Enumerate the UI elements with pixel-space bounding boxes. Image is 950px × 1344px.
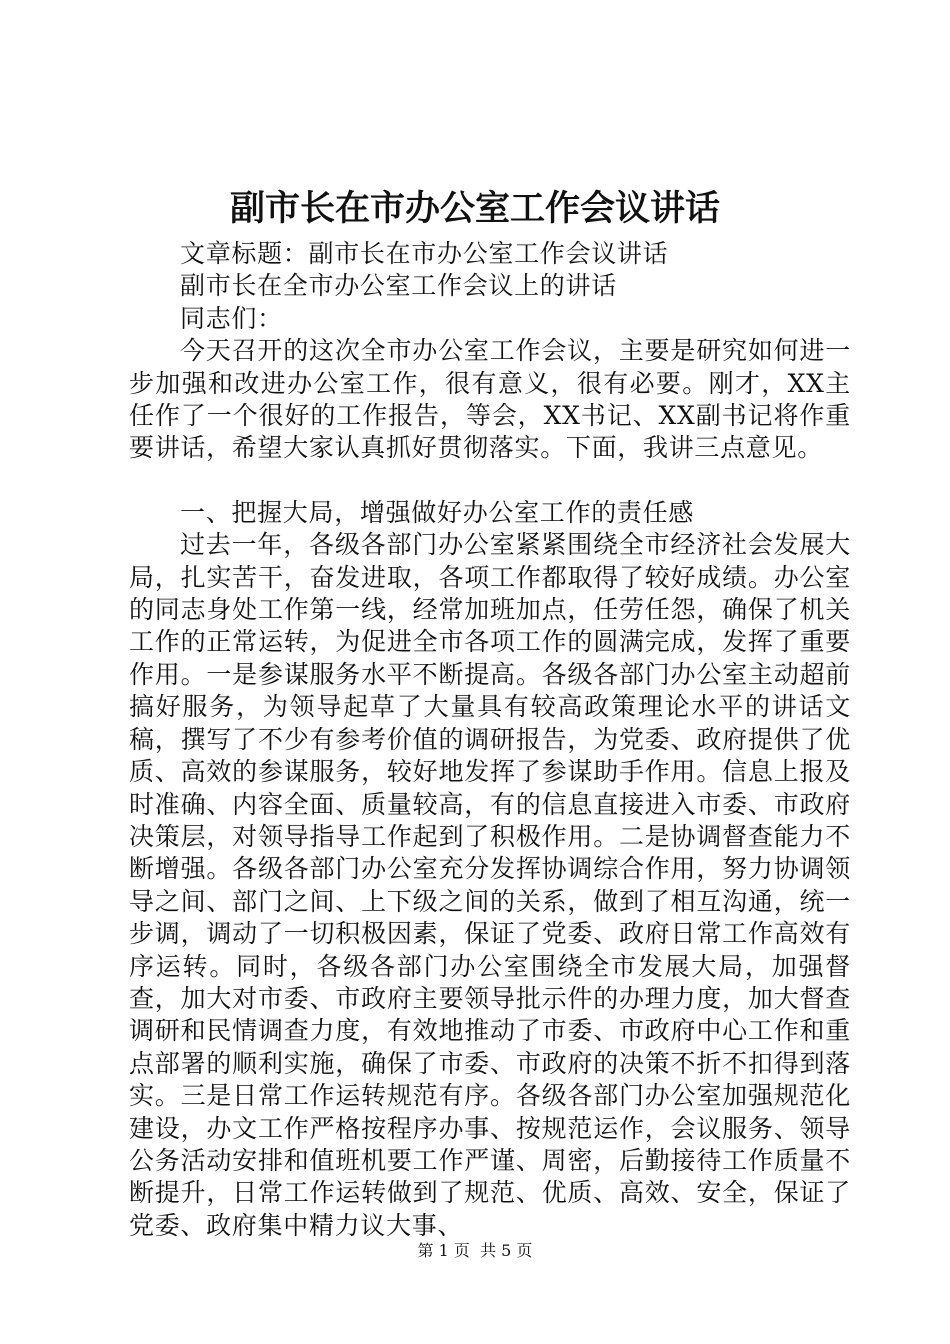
document-body xyxy=(129,238,851,1242)
intro-paragraph: 今天召开的这次全市办公室工作会议，主要是研究如何进一步加强和改进办公室工作，很有意义，很有必要。刚才，XX主任作了一个很好的工作报告，等会，XX书记、XX副书记将作重要讲话，希望大家认真抓好贯彻落实。下面，我讲三点意见。 xyxy=(129,336,851,463)
speech-subtitle: 副市长在全市办公室工作会议上的讲话 xyxy=(180,271,617,301)
section-body-paragraph: 过去一年，各级各部门办公室紧紧围绕全市经济社会发展大局，扎实苦干，奋发进取，各项工作都取得了较好成绩。办公室的同志身处工作第一线，经常加班加点，任劳任怨，确保了机关工作的正常运转，为促进全市各项工作的圆满完成，发挥了重要作用。一是参谋服务水平不断提高。各级各部门办公室主动超前搞好服务，为领导起草了大量具有较高政策理论水平的讲话文稿，撰写了不少有参考价值的调研报告，为党委、政府提供了优质、高效的参谋服务，较好地发挥了参谋助手作用。信息上报及时准确、内容全面、质量较高，有的信息直接进入市委、市政府决策层，对领导指导工作起到了积极作用。二是协调督查能力不断增强。各级各部门办公室充分发挥协调综合作用，努力协调领导之间、部门之间、上下级之间的关系，做到了相互沟通，统一步调，调动了一切积极因素，保证了党委、政府日常工作高效有序运转。同时，各级各部门办公室围绕全市发展大局，加强督查，加大对市委、市政府主要领导批示件的办理力度，加大督查调研和民情调查力度，有效地推动了市委、市政府中心工作和重点部署的顺利实施，确保了市委、市政府的决策不折不扣得到落实。三是日常工作运转规范有序。各级各部门办公室加强规范化建设，办文工作严格按程序办事、按规范运作，会议服务、领导公务活动安排和值班机要工作严谨、周密，后勤接待工作质量不断提升，日常工作运转做到了规范、优质、高效、安全，保证了党委、政府集中精力议大事、 xyxy=(129,530,851,1240)
salutation: 同志们： xyxy=(180,303,283,333)
page-footer: 第 1 页 共 5 页 xyxy=(417,1241,533,1260)
article-title-line: 文章标题：副市长在市办公室工作会议讲话 xyxy=(180,239,669,268)
document-title: 副市长在市办公室工作会议讲话 xyxy=(229,188,720,229)
section-heading: 一、把握大局，增强做好办公室工作的责任感 xyxy=(180,497,695,527)
